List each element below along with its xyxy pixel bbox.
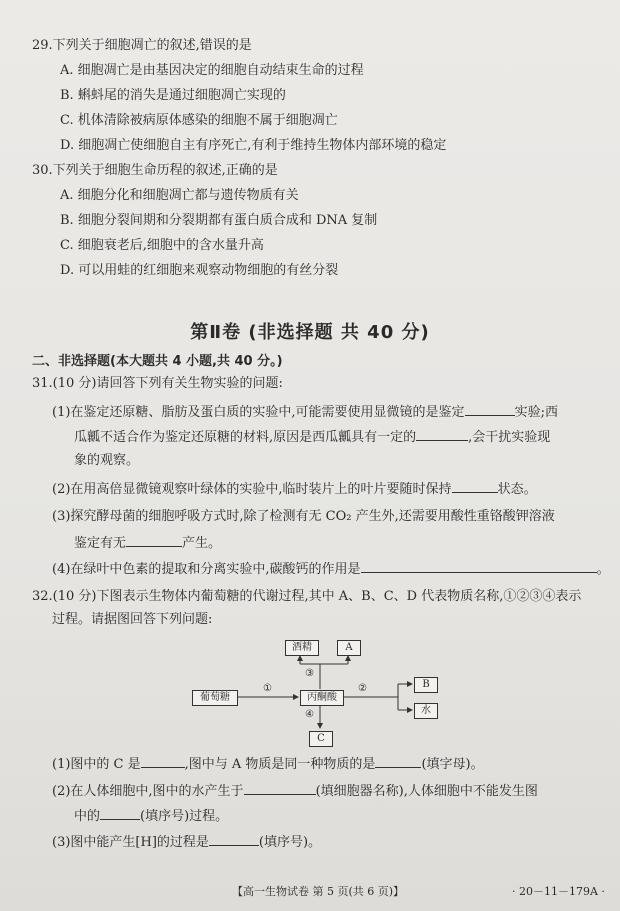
q31-sub3-line1: (3)探究酵母菌的细胞呼吸方式时,除了检测有无 CO₂ 产生外,还需要用酸性重铬酸钾溶液 xyxy=(52,509,555,524)
q31-sub2-text-a: (2)在用高倍显微镜观察叶绿体的实验中,临时装片上的叶片要随时保持 xyxy=(52,482,452,497)
label-process-3: ③ xyxy=(305,668,314,679)
q30-option-a: A. 细胞分化和细胞凋亡都与遗传物质有关 xyxy=(60,188,299,203)
answer-blank[interactable] xyxy=(375,755,421,768)
answer-blank[interactable] xyxy=(100,807,140,820)
q32-stem-line2: 过程。请据图回答下列问题: xyxy=(52,612,213,627)
box-pyruvate: 丙酮酸 xyxy=(300,690,344,706)
q30-option-d: D. 可以用蛙的红细胞来观察动物细胞的有丝分裂 xyxy=(60,263,339,278)
q31-sub3-text-c: 产生。 xyxy=(182,536,222,551)
q29-option-d: D. 细胞凋亡使细胞自主有序死亡,有利于维持生物体内部环境的稳定 xyxy=(60,138,447,153)
q31-sub4-text-a: (4)在绿叶中色素的提取和分离实验中,碳酸钙的作用是 xyxy=(52,562,361,577)
q32-sub2-text-a: (2)在人体细胞中,图中的水产生于 xyxy=(52,784,244,799)
answer-blank[interactable] xyxy=(209,833,259,846)
q32-sub2-line1 xyxy=(52,782,538,800)
q32-sub3 xyxy=(52,833,321,851)
section-title: 第Ⅱ卷 (非选择题 共 40 分) xyxy=(190,322,430,343)
box-alcohol: 酒精 xyxy=(285,640,319,656)
q31-stem: 31.(10 分)请回答下列有关生物实验的问题: xyxy=(32,376,283,391)
q31-sub4-text-b: 。 xyxy=(596,562,610,577)
q32-sub2-text-d: (填序号)过程。 xyxy=(140,809,229,824)
q32-sub2-line2 xyxy=(74,807,228,825)
box-glucose: 葡萄糖 xyxy=(192,690,238,706)
q32-stem-line1: 32.(10 分)下图表示生物体内葡萄糖的代谢过程,其中 A、B、C、D 代表物质名称,①②③④表示 xyxy=(32,589,582,604)
q29-option-a: A. 细胞凋亡是由基因决定的细胞自动结束生命的过程 xyxy=(60,63,364,78)
part-heading: 二、非选择题(本大题共 4 小题,共 40 分。) xyxy=(32,354,283,369)
q31-sub1-text-b: 实验;西 xyxy=(514,405,558,420)
q32-sub2-text-b: (填细胞器名称),人体细胞中不能发生图 xyxy=(315,784,538,799)
q32-sub3-text-b: (填序号)。 xyxy=(258,835,322,850)
q30-option-b: B. 细胞分裂间期和分裂期都有蛋白质合成和 DNA 复制 xyxy=(60,213,378,228)
box-a: A xyxy=(337,640,361,656)
q32-sub3-text-a: (3)图中能产生[H]的过程是 xyxy=(52,835,209,850)
q32-sub1-text-a: (1)图中的 C 是 xyxy=(52,757,141,772)
label-process-2: ② xyxy=(358,683,367,694)
q31-sub3-text-b: 鉴定有无 xyxy=(74,536,127,551)
q31-sub1-text-a: (1)在鉴定还原糖、脂肪及蛋白质的实验中,可能需要使用显微镜的是鉴定 xyxy=(52,405,465,420)
q32-sub1 xyxy=(52,755,484,773)
box-water: 水 xyxy=(414,703,438,719)
q32-sub2-text-c: 中的 xyxy=(74,809,101,824)
q29-stem: 29.下列关于细胞凋亡的叙述,错误的是 xyxy=(32,38,252,53)
box-b: B xyxy=(414,677,438,693)
footer-code: · 20－11－179A · xyxy=(512,885,605,898)
q31-sub1-text-c: 瓜瓤不适合作为鉴定还原糖的材料,原因是西瓜瓤具有一定的 xyxy=(74,430,417,445)
label-process-4: ④ xyxy=(305,709,314,720)
answer-blank[interactable] xyxy=(141,755,185,768)
q31-sub1-line3: 象的观察。 xyxy=(74,453,140,468)
q32-sub1-text-b: ,图中与 A 物质是同一种物质的是 xyxy=(184,757,376,772)
box-c: C xyxy=(309,731,333,747)
q31-sub1-text-d: ,会干扰实验现 xyxy=(468,430,551,445)
q29-option-b: B. 蝌蚪尾的消失是通过细胞凋亡实现的 xyxy=(60,88,286,103)
label-process-1: ① xyxy=(263,683,272,694)
footer-page-info: 【高一生物试卷 第 5 页(共 6 页)】 xyxy=(232,885,405,898)
answer-blank[interactable] xyxy=(244,782,316,795)
q31-sub2-text-b: 状态。 xyxy=(497,482,537,497)
q32-sub1-text-c: (填字母)。 xyxy=(421,757,484,772)
q30-option-c: C. 细胞衰老后,细胞中的含水量升高 xyxy=(60,238,264,253)
q29-option-c: C. 机体清除被病原体感染的细胞不属于细胞凋亡 xyxy=(60,113,338,128)
q30-stem: 30.下列关于细胞生命历程的叙述,正确的是 xyxy=(32,163,278,178)
